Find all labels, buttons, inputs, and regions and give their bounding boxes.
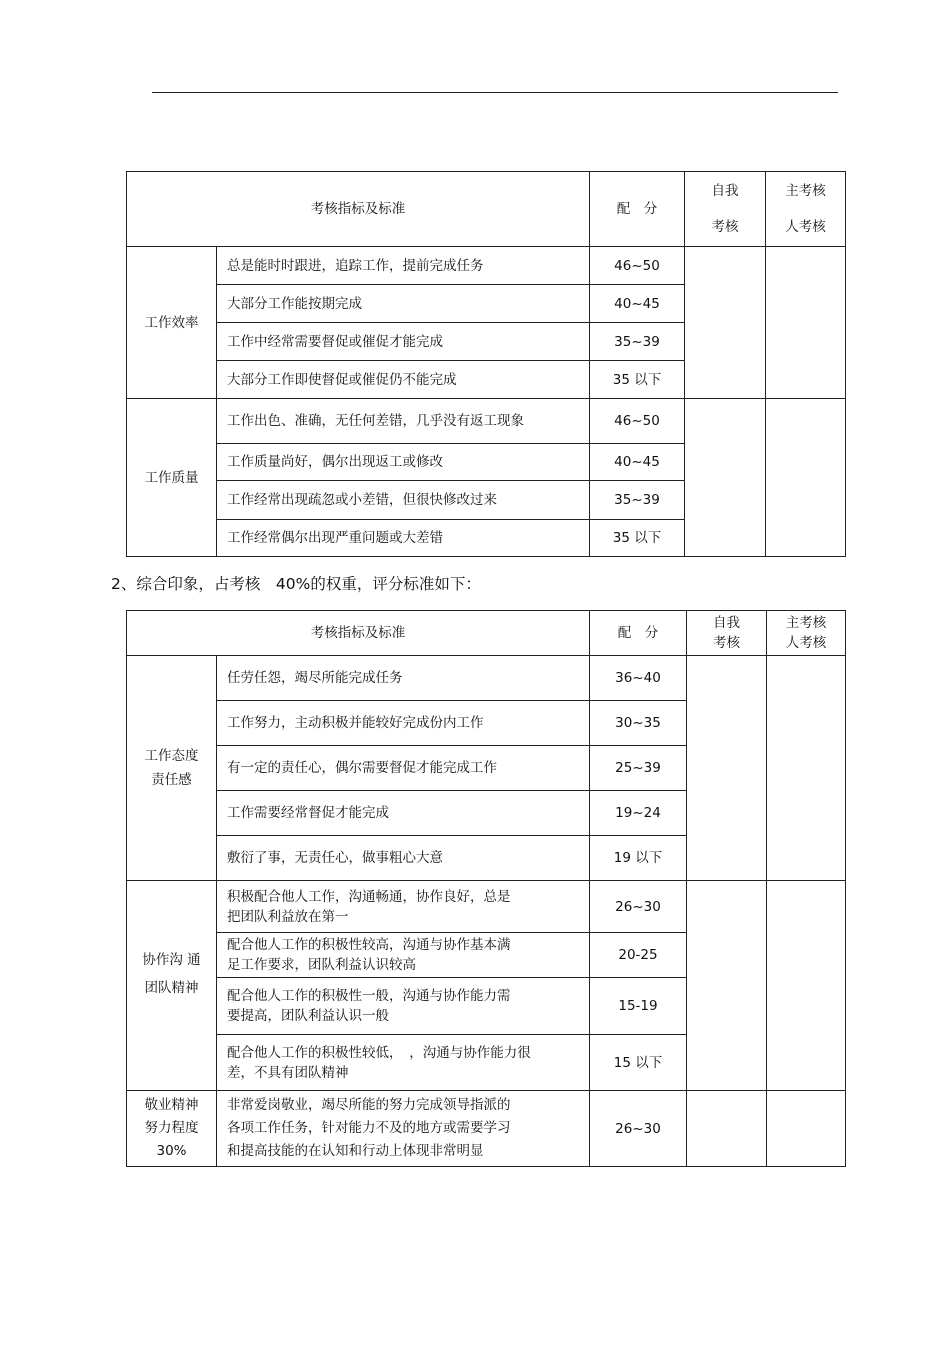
category-line2: 团队精神 (144, 979, 199, 996)
header-main-line2: 人考核 (785, 635, 827, 651)
category-line1: 工作态度 (144, 748, 199, 764)
score-range: 15-19 (590, 978, 687, 1035)
criterion: 任劳任怨，竭尽所能完成任务 (217, 656, 590, 701)
category-line1: 协作沟 通 (142, 951, 201, 968)
score-range: 26~30 (590, 881, 687, 933)
score-range: 20-25 (590, 933, 687, 978)
criterion: 总是能时时跟进，追踪工作，提前完成任务 (217, 247, 590, 285)
criterion-line1: 非常爱岗敬业，竭尽所能的努力完成领导指派的 (227, 1097, 511, 1113)
header-self-line2: 考核 (711, 219, 739, 235)
criterion (217, 1035, 590, 1091)
score-range: 36~40 (590, 656, 687, 701)
criterion (217, 978, 590, 1035)
criterion: 工作需要经常督促才能完成 (217, 791, 590, 836)
criterion (217, 1091, 590, 1167)
self-review-cell[interactable] (685, 247, 766, 399)
header-score: 配 分 (590, 172, 685, 247)
criterion (217, 881, 590, 933)
evaluation-table-performance (126, 171, 846, 557)
main-reviewer-cell[interactable] (766, 399, 846, 557)
criterion-line2: 各项工作任务，针对能力不及的地方或需要学习 (227, 1120, 511, 1136)
header-criteria: 考核指标及标准 (127, 611, 590, 656)
criterion: 工作质量尚好，偶尔出现返工或修改 (217, 444, 590, 481)
category-teamwork (127, 881, 217, 1091)
score-range: 35~39 (590, 323, 685, 361)
category-work-quality: 工作质量 (127, 399, 217, 557)
category-attitude-responsibility (127, 656, 217, 881)
criterion-line1: 配合他人工作的积极性较高，沟通与协作基本满 (227, 937, 511, 953)
header-main-reviewer (767, 611, 846, 656)
header-score: 配 分 (590, 611, 687, 656)
header-main-reviewer (766, 172, 846, 247)
score-range: 15 以下 (590, 1035, 687, 1091)
criterion: 工作经常出现疏忽或小差错，但很快修改过来 (217, 481, 590, 520)
criterion-line2: 差，不具有团队精神 (227, 1064, 349, 1081)
main-reviewer-cell[interactable] (766, 247, 846, 399)
criterion-line1: 配合他人工作的积极性一般，沟通与协作能力需 (227, 988, 511, 1004)
section-2-heading: 2、综合印象，占考核 40%的权重，评分标准如下： (111, 575, 481, 593)
score-range: 35 以下 (590, 520, 685, 557)
criterion: 敷衍了事，无责任心，做事粗心大意 (217, 836, 590, 881)
category-work-efficiency: 工作效率 (127, 247, 217, 399)
main-reviewer-cell[interactable] (767, 881, 846, 1091)
criterion: 大部分工作能按期完成 (217, 285, 590, 323)
criterion-line2: 要提高，团队利益认识一般 (227, 1008, 389, 1024)
self-review-cell[interactable] (687, 1091, 767, 1167)
score-range: 30~35 (590, 701, 687, 746)
criterion-line3: 和提高技能的在认知和行动上体现非常明显 (227, 1143, 484, 1159)
header-main-line1: 主考核 (785, 183, 826, 199)
category-dedication (127, 1091, 217, 1167)
criterion (217, 933, 590, 978)
self-review-cell[interactable] (687, 656, 767, 881)
header-self-line1: 自我 (713, 615, 740, 631)
category-line1: 敬业精神 (144, 1097, 199, 1113)
header-self-line1: 自我 (711, 183, 739, 199)
criterion: 有一定的责任心，偶尔需要督促才能完成工作 (217, 746, 590, 791)
score-range: 46~50 (590, 399, 685, 444)
score-range: 19~24 (590, 791, 687, 836)
header-self-review (687, 611, 767, 656)
criterion-line2: 把团队利益放在第一 (227, 908, 349, 925)
category-line2: 努力程度 (144, 1120, 199, 1136)
criterion: 工作努力，主动积极并能较好完成份内工作 (217, 701, 590, 746)
evaluation-table-overall-impression (126, 610, 846, 1167)
self-review-cell[interactable] (685, 399, 766, 557)
criterion-line2: 足工作要求，团队利益认识较高 (227, 957, 416, 973)
criterion-line1: 积极配合他人工作，沟通畅通，协作良好，总是 (227, 888, 511, 905)
criterion-line1: 配合他人工作的积极性较低， ，沟通与协作能力很 (227, 1044, 531, 1061)
score-range: 35~39 (590, 481, 685, 520)
header-main-line1: 主考核 (785, 615, 827, 631)
header-rule (152, 92, 838, 93)
criterion: 工作出色、准确，无任何差错，几乎没有返工现象 (217, 399, 590, 444)
header-self-review (685, 172, 766, 247)
category-line3: 30% (156, 1143, 187, 1159)
header-main-line2: 人考核 (785, 219, 826, 235)
score-range: 25~39 (590, 746, 687, 791)
score-range: 40~45 (590, 444, 685, 481)
main-reviewer-cell[interactable] (767, 656, 846, 881)
criterion: 大部分工作即使督促或催促仍不能完成 (217, 361, 590, 399)
self-review-cell[interactable] (687, 881, 767, 1091)
main-reviewer-cell[interactable] (767, 1091, 846, 1167)
criterion: 工作经常偶尔出现严重问题或大差错 (217, 520, 590, 557)
score-range: 46~50 (590, 247, 685, 285)
score-range: 40~45 (590, 285, 685, 323)
score-range: 35 以下 (590, 361, 685, 399)
header-self-line2: 考核 (713, 635, 740, 651)
category-line2: 责任感 (151, 772, 192, 788)
header-criteria: 考核指标及标准 (127, 172, 590, 247)
score-range: 26~30 (590, 1091, 687, 1167)
criterion: 工作中经常需要督促或催促才能完成 (217, 323, 590, 361)
score-range: 19 以下 (590, 836, 687, 881)
